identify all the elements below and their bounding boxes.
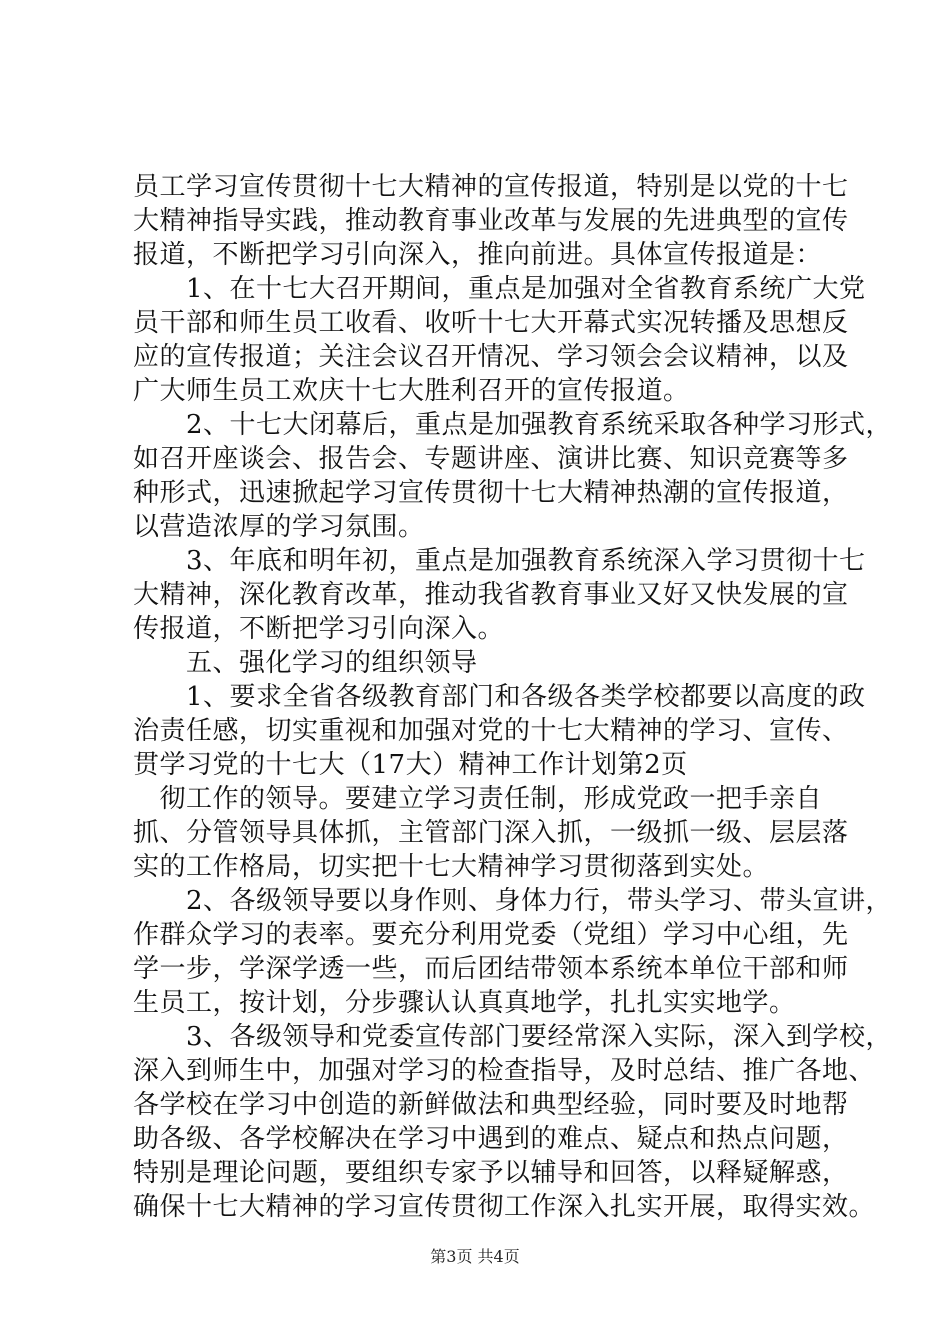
text-line: 3、各级领导和党委宣传部门要经常深入实际，深入到学校， (133, 1022, 893, 1052)
text-line: 生员工，按计划，分步骤认认真真地学，扎扎实实地学。 (133, 988, 796, 1018)
text-line: 1、要求全省各级教育部门和各级各类学校都要以高度的政 (133, 682, 866, 712)
page-number-label: 第3页 共4页 (430, 1247, 520, 1266)
text-line: 实的工作格局，切实把十七大精神学习贯彻落到实处。 (133, 852, 770, 882)
page-footer (0, 1244, 950, 1267)
text-line: 深入到师生中，加强对学习的检查指导，及时总结、推广各地、 (133, 1056, 876, 1086)
text-line: 广大师生员工欢庆十七大胜利召开的宣传报道。 (133, 376, 690, 406)
text-line: 抓、分管领导具体抓，主管部门深入抓，一级抓一级、层层落 (133, 818, 849, 848)
text-line: 大精神，深化教育改革，推动我省教育事业又好又快发展的宣 (133, 580, 849, 610)
text-line: 大精神指导实践，推动教育事业改革与发展的先进典型的宣传 (133, 206, 849, 236)
text-line: 员干部和师生员工收看、收听十七大开幕式实况转播及思想反 (133, 308, 849, 338)
text-line: 以营造浓厚的学习氛围。 (133, 512, 425, 542)
text-line: 报道，不断把学习引向深入，推向前进。具体宣传报道是： (133, 240, 823, 270)
text-line: 特别是理论问题，要组织专家予以辅导和回答，以释疑解惑， (133, 1158, 849, 1188)
text-line: 3、年底和明年初，重点是加强教育系统深入学习贯彻十七 (133, 546, 866, 576)
text-line: 传报道，不断把学习引向深入。 (133, 614, 505, 644)
text-line: 治责任感，切实重视和加强对党的十七大精神的学习、宣传、 (133, 716, 849, 746)
text-line: 1、在十七大召开期间，重点是加强对全省教育系统广大党 (133, 274, 866, 304)
text-line: 2、十七大闭幕后，重点是加强教育系统采取各种学习形式， (133, 410, 893, 440)
text-line: 如召开座谈会、报告会、专题讲座、演讲比赛、知识竞赛等多 (133, 444, 849, 474)
text-line: 学一步，学深学透一些，而后团结带领本系统本单位干部和师 (133, 954, 849, 984)
text-line: 作群众学习的表率。要充分利用党委（党组）学习中心组，先 (133, 920, 849, 950)
text-line: 确保十七大精神的学习宣传贯彻工作深入扎实开展，取得实效。 (133, 1192, 876, 1222)
text-line: 助各级、各学校解决在学习中遇到的难点、疑点和热点问题， (133, 1124, 849, 1154)
text-line: 员工学习宣传贯彻十七大精神的宣传报道，特别是以党的十七 (133, 172, 849, 202)
text-line: 种形式，迅速掀起学习宣传贯彻十七大精神热潮的宣传报道， (133, 478, 849, 508)
text-line: 2、各级领导要以身作则、身体力行，带头学习、带头宣讲， (133, 886, 893, 916)
text-line: 贯学习党的十七大（17大）精神工作计划第2页 (133, 750, 688, 780)
text-line: 应的宣传报道；关注会议召开情况、学习领会会议精神，以及 (133, 342, 849, 372)
text-line: 彻工作的领导。要建立学习责任制，形成党政一把手亲自 (133, 784, 823, 814)
document-body (133, 170, 893, 1224)
section-heading: 五、强化学习的组织领导 (133, 648, 478, 678)
text-line: 各学校在学习中创造的新鲜做法和典型经验，同时要及时地帮 (133, 1090, 849, 1120)
